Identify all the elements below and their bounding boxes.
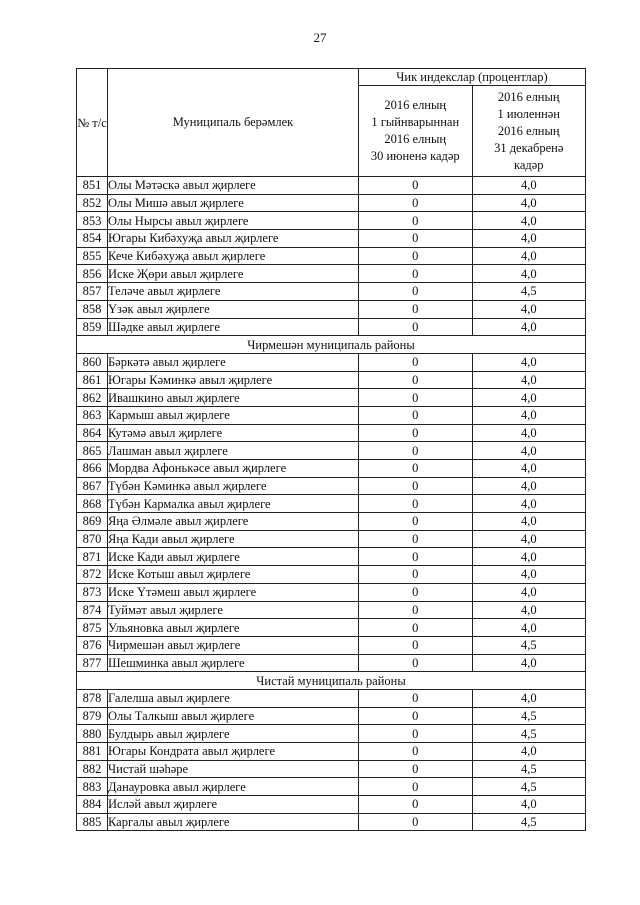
table-row — [77, 212, 586, 230]
row-first-half-value: 0 — [359, 460, 473, 478]
row-second-half-value: 4,0 — [472, 194, 586, 212]
row-first-half-value: 0 — [359, 371, 473, 389]
row-second-half-value: 4,5 — [472, 725, 586, 743]
table-row — [77, 194, 586, 212]
row-second-half-value: 4,0 — [472, 424, 586, 442]
header-second-half-line: 2016 елның — [497, 89, 560, 104]
row-number: 854 — [77, 230, 108, 248]
row-first-half-value: 0 — [359, 813, 473, 831]
row-municipality: Кармыш авыл җирлеге — [108, 406, 359, 424]
row-second-half-value: 4,0 — [472, 566, 586, 584]
row-municipality: Яңа Кади авыл җирлеге — [108, 530, 359, 548]
row-second-half-value: 4,0 — [472, 548, 586, 566]
section-title: Чирмешән муниципаль районы — [77, 336, 586, 354]
row-number: 875 — [77, 619, 108, 637]
row-number: 859 — [77, 318, 108, 336]
header-number-label: № т/с — [77, 115, 107, 130]
row-municipality: Данауровка авыл җирлеге — [108, 778, 359, 796]
row-second-half-value: 4,0 — [472, 247, 586, 265]
row-first-half-value: 0 — [359, 353, 473, 371]
table-row — [77, 477, 586, 495]
row-first-half-value: 0 — [359, 212, 473, 230]
row-number: 868 — [77, 495, 108, 513]
header-first-half-line: 2016 елның — [384, 98, 447, 112]
row-municipality: Булдырь авыл җирлеге — [108, 725, 359, 743]
row-first-half-value: 0 — [359, 230, 473, 248]
table-row — [77, 424, 586, 442]
table-row — [77, 583, 586, 601]
row-municipality: Иске Котыш авыл җирлеге — [108, 566, 359, 584]
row-municipality: Кутәмә авыл җирлеге — [108, 424, 359, 442]
row-second-half-value: 4,0 — [472, 212, 586, 230]
row-first-half-value: 0 — [359, 707, 473, 725]
table-row — [77, 283, 586, 301]
table-row — [77, 548, 586, 566]
table-row — [77, 300, 586, 318]
row-municipality: Галелша авыл җирлеге — [108, 689, 359, 707]
row-second-half-value: 4,0 — [472, 406, 586, 424]
row-first-half-value: 0 — [359, 530, 473, 548]
row-number: 877 — [77, 654, 108, 672]
header-first-half-line: 1 гыйнварыннан — [371, 115, 460, 129]
row-first-half-value: 0 — [359, 725, 473, 743]
table-row — [77, 707, 586, 725]
row-number: 867 — [77, 477, 108, 495]
row-second-half-value: 4,0 — [472, 300, 586, 318]
table-row — [77, 636, 586, 654]
table-row — [77, 530, 586, 548]
row-second-half-value: 4,0 — [472, 654, 586, 672]
row-municipality: Бәркәтә авыл җирлеге — [108, 353, 359, 371]
section-row — [77, 672, 586, 690]
row-number: 882 — [77, 760, 108, 778]
row-number: 874 — [77, 601, 108, 619]
header-second-half — [472, 86, 586, 177]
row-number: 862 — [77, 389, 108, 407]
row-number: 860 — [77, 353, 108, 371]
row-municipality: Иске Кади авыл җирлеге — [108, 548, 359, 566]
row-number: 883 — [77, 778, 108, 796]
page-number: 27 — [313, 30, 327, 45]
row-number: 884 — [77, 796, 108, 814]
row-number: 873 — [77, 583, 108, 601]
municipal-index-table — [76, 68, 586, 831]
row-second-half-value: 4,0 — [472, 353, 586, 371]
row-first-half-value: 0 — [359, 513, 473, 531]
row-second-half-value: 4,0 — [472, 230, 586, 248]
table-row — [77, 796, 586, 814]
header-second-half-line: 31 декабренә — [494, 140, 564, 155]
row-first-half-value: 0 — [359, 442, 473, 460]
row-number: 865 — [77, 442, 108, 460]
row-second-half-value: 4,0 — [472, 389, 586, 407]
table-row — [77, 654, 586, 672]
row-municipality: Чистай шәһәре — [108, 760, 359, 778]
row-number: 857 — [77, 283, 108, 301]
row-number: 880 — [77, 725, 108, 743]
row-municipality: Шәдке авыл җирлеге — [108, 318, 359, 336]
row-second-half-value: 4,0 — [472, 743, 586, 761]
row-municipality: Олы Нырсы авыл җирлеге — [108, 212, 359, 230]
table-row — [77, 601, 586, 619]
header-second-half-line: кадәр — [513, 157, 544, 172]
row-municipality: Югары Кондрата авыл җирлеге — [108, 743, 359, 761]
table-row — [77, 813, 586, 831]
row-first-half-value: 0 — [359, 300, 473, 318]
row-municipality: Ивашкино авыл җирлеге — [108, 389, 359, 407]
row-municipality: Үзәк авыл җирлеге — [108, 300, 359, 318]
row-number: 876 — [77, 636, 108, 654]
row-municipality: Югары Кәминкә авыл җирлеге — [108, 371, 359, 389]
row-first-half-value: 0 — [359, 760, 473, 778]
row-first-half-value: 0 — [359, 548, 473, 566]
table-body — [77, 177, 586, 831]
row-first-half-value: 0 — [359, 477, 473, 495]
row-second-half-value: 4,0 — [472, 689, 586, 707]
row-number: 866 — [77, 460, 108, 478]
table-row — [77, 495, 586, 513]
row-first-half-value: 0 — [359, 583, 473, 601]
table-row — [77, 353, 586, 371]
section-title: Чистай муниципаль районы — [77, 672, 586, 690]
row-number: 864 — [77, 424, 108, 442]
row-number: 852 — [77, 194, 108, 212]
row-number: 853 — [77, 212, 108, 230]
header-municipality: Муниципаль берәмлек — [108, 69, 359, 177]
section-row — [77, 336, 586, 354]
row-first-half-value: 0 — [359, 743, 473, 761]
row-first-half-value: 0 — [359, 424, 473, 442]
row-second-half-value: 4,5 — [472, 778, 586, 796]
row-first-half-value: 0 — [359, 796, 473, 814]
table-row — [77, 247, 586, 265]
row-municipality: Иске Җөри авыл җирлеге — [108, 265, 359, 283]
table-row — [77, 406, 586, 424]
row-number: 885 — [77, 813, 108, 831]
row-number: 861 — [77, 371, 108, 389]
table-row — [77, 689, 586, 707]
row-second-half-value: 4,0 — [472, 460, 586, 478]
row-first-half-value: 0 — [359, 636, 473, 654]
row-second-half-value: 4,0 — [472, 442, 586, 460]
row-second-half-value: 4,0 — [472, 371, 586, 389]
row-number: 869 — [77, 513, 108, 531]
row-municipality: Түбән Кармалка авыл җирлеге — [108, 495, 359, 513]
row-second-half-value: 4,0 — [472, 477, 586, 495]
header-first-half-line: 30 июненә кадәр — [370, 149, 460, 163]
row-second-half-value: 4,5 — [472, 636, 586, 654]
row-number: 872 — [77, 566, 108, 584]
row-number: 858 — [77, 300, 108, 318]
table-row — [77, 619, 586, 637]
table-row — [77, 265, 586, 283]
table-row — [77, 460, 586, 478]
table-row — [77, 513, 586, 531]
table-row — [77, 318, 586, 336]
row-first-half-value: 0 — [359, 318, 473, 336]
row-second-half-value: 4,0 — [472, 177, 586, 195]
row-first-half-value: 0 — [359, 619, 473, 637]
header-index-group: Чик индекслар (процентлар) — [359, 69, 586, 86]
row-first-half-value: 0 — [359, 689, 473, 707]
row-second-half-value: 4,0 — [472, 318, 586, 336]
row-first-half-value: 0 — [359, 566, 473, 584]
row-municipality: Лашман авыл җирлеге — [108, 442, 359, 460]
row-number: 870 — [77, 530, 108, 548]
row-municipality: Ульяновка авыл җирлеге — [108, 619, 359, 637]
table-row — [77, 566, 586, 584]
row-municipality: Каргалы авыл җирлеге — [108, 813, 359, 831]
row-municipality: Теләче авыл җирлеге — [108, 283, 359, 301]
row-number: 879 — [77, 707, 108, 725]
header-second-half-line: 2016 елның — [497, 123, 560, 138]
table-row — [77, 371, 586, 389]
header-second-half-line: 1 июленнән — [497, 106, 560, 121]
row-municipality: Түбән Кәминкә авыл җирлеге — [108, 477, 359, 495]
row-number: 881 — [77, 743, 108, 761]
row-number: 856 — [77, 265, 108, 283]
table-row — [77, 442, 586, 460]
row-second-half-value: 4,5 — [472, 760, 586, 778]
row-municipality: Чирмешән авыл җирлеге — [108, 636, 359, 654]
row-number: 878 — [77, 689, 108, 707]
row-number: 863 — [77, 406, 108, 424]
row-first-half-value: 0 — [359, 283, 473, 301]
row-second-half-value: 4,0 — [472, 513, 586, 531]
table-row — [77, 743, 586, 761]
header-first-half-line: 2016 елның — [384, 132, 447, 146]
row-second-half-value: 4,0 — [472, 495, 586, 513]
table-row — [77, 778, 586, 796]
table-row — [77, 389, 586, 407]
table-row — [77, 760, 586, 778]
row-number: 851 — [77, 177, 108, 195]
row-first-half-value: 0 — [359, 778, 473, 796]
row-municipality: Мордва Афонькәсе авыл җирлеге — [108, 460, 359, 478]
table-row — [77, 725, 586, 743]
row-first-half-value: 0 — [359, 265, 473, 283]
row-second-half-value: 4,0 — [472, 583, 586, 601]
row-second-half-value: 4,5 — [472, 813, 586, 831]
row-second-half-value: 4,0 — [472, 796, 586, 814]
row-number: 855 — [77, 247, 108, 265]
row-first-half-value: 0 — [359, 194, 473, 212]
row-municipality: Туймәт авыл җирлеге — [108, 601, 359, 619]
row-second-half-value: 4,0 — [472, 619, 586, 637]
row-first-half-value: 0 — [359, 389, 473, 407]
row-first-half-value: 0 — [359, 654, 473, 672]
row-municipality: Исләй авыл җирлеге — [108, 796, 359, 814]
row-municipality: Олы Талкыш авыл җирлеге — [108, 707, 359, 725]
row-first-half-value: 0 — [359, 495, 473, 513]
row-number: 871 — [77, 548, 108, 566]
row-second-half-value: 4,0 — [472, 601, 586, 619]
row-first-half-value: 0 — [359, 601, 473, 619]
row-second-half-value: 4,0 — [472, 265, 586, 283]
row-second-half-value: 4,5 — [472, 707, 586, 725]
table-header — [77, 69, 586, 177]
row-second-half-value: 4,5 — [472, 283, 586, 301]
header-first-half — [359, 86, 473, 177]
row-first-half-value: 0 — [359, 406, 473, 424]
row-municipality: Яңа Әлмәле авыл җирлеге — [108, 513, 359, 531]
row-first-half-value: 0 — [359, 177, 473, 195]
header-number — [77, 69, 108, 177]
row-municipality: Иске Үтәмеш авыл җирлеге — [108, 583, 359, 601]
row-municipality: Шешминка авыл җирлеге — [108, 654, 359, 672]
row-first-half-value: 0 — [359, 247, 473, 265]
table-row — [77, 177, 586, 195]
row-municipality: Олы Мишә авыл җирлеге — [108, 194, 359, 212]
table-row — [77, 230, 586, 248]
row-municipality: Югары Кибәхуҗа авыл җирлеге — [108, 230, 359, 248]
row-municipality: Олы Мәтәскә авыл җирлеге — [108, 177, 359, 195]
row-second-half-value: 4,0 — [472, 530, 586, 548]
row-municipality: Кече Кибәхуҗа авыл җирлеге — [108, 247, 359, 265]
